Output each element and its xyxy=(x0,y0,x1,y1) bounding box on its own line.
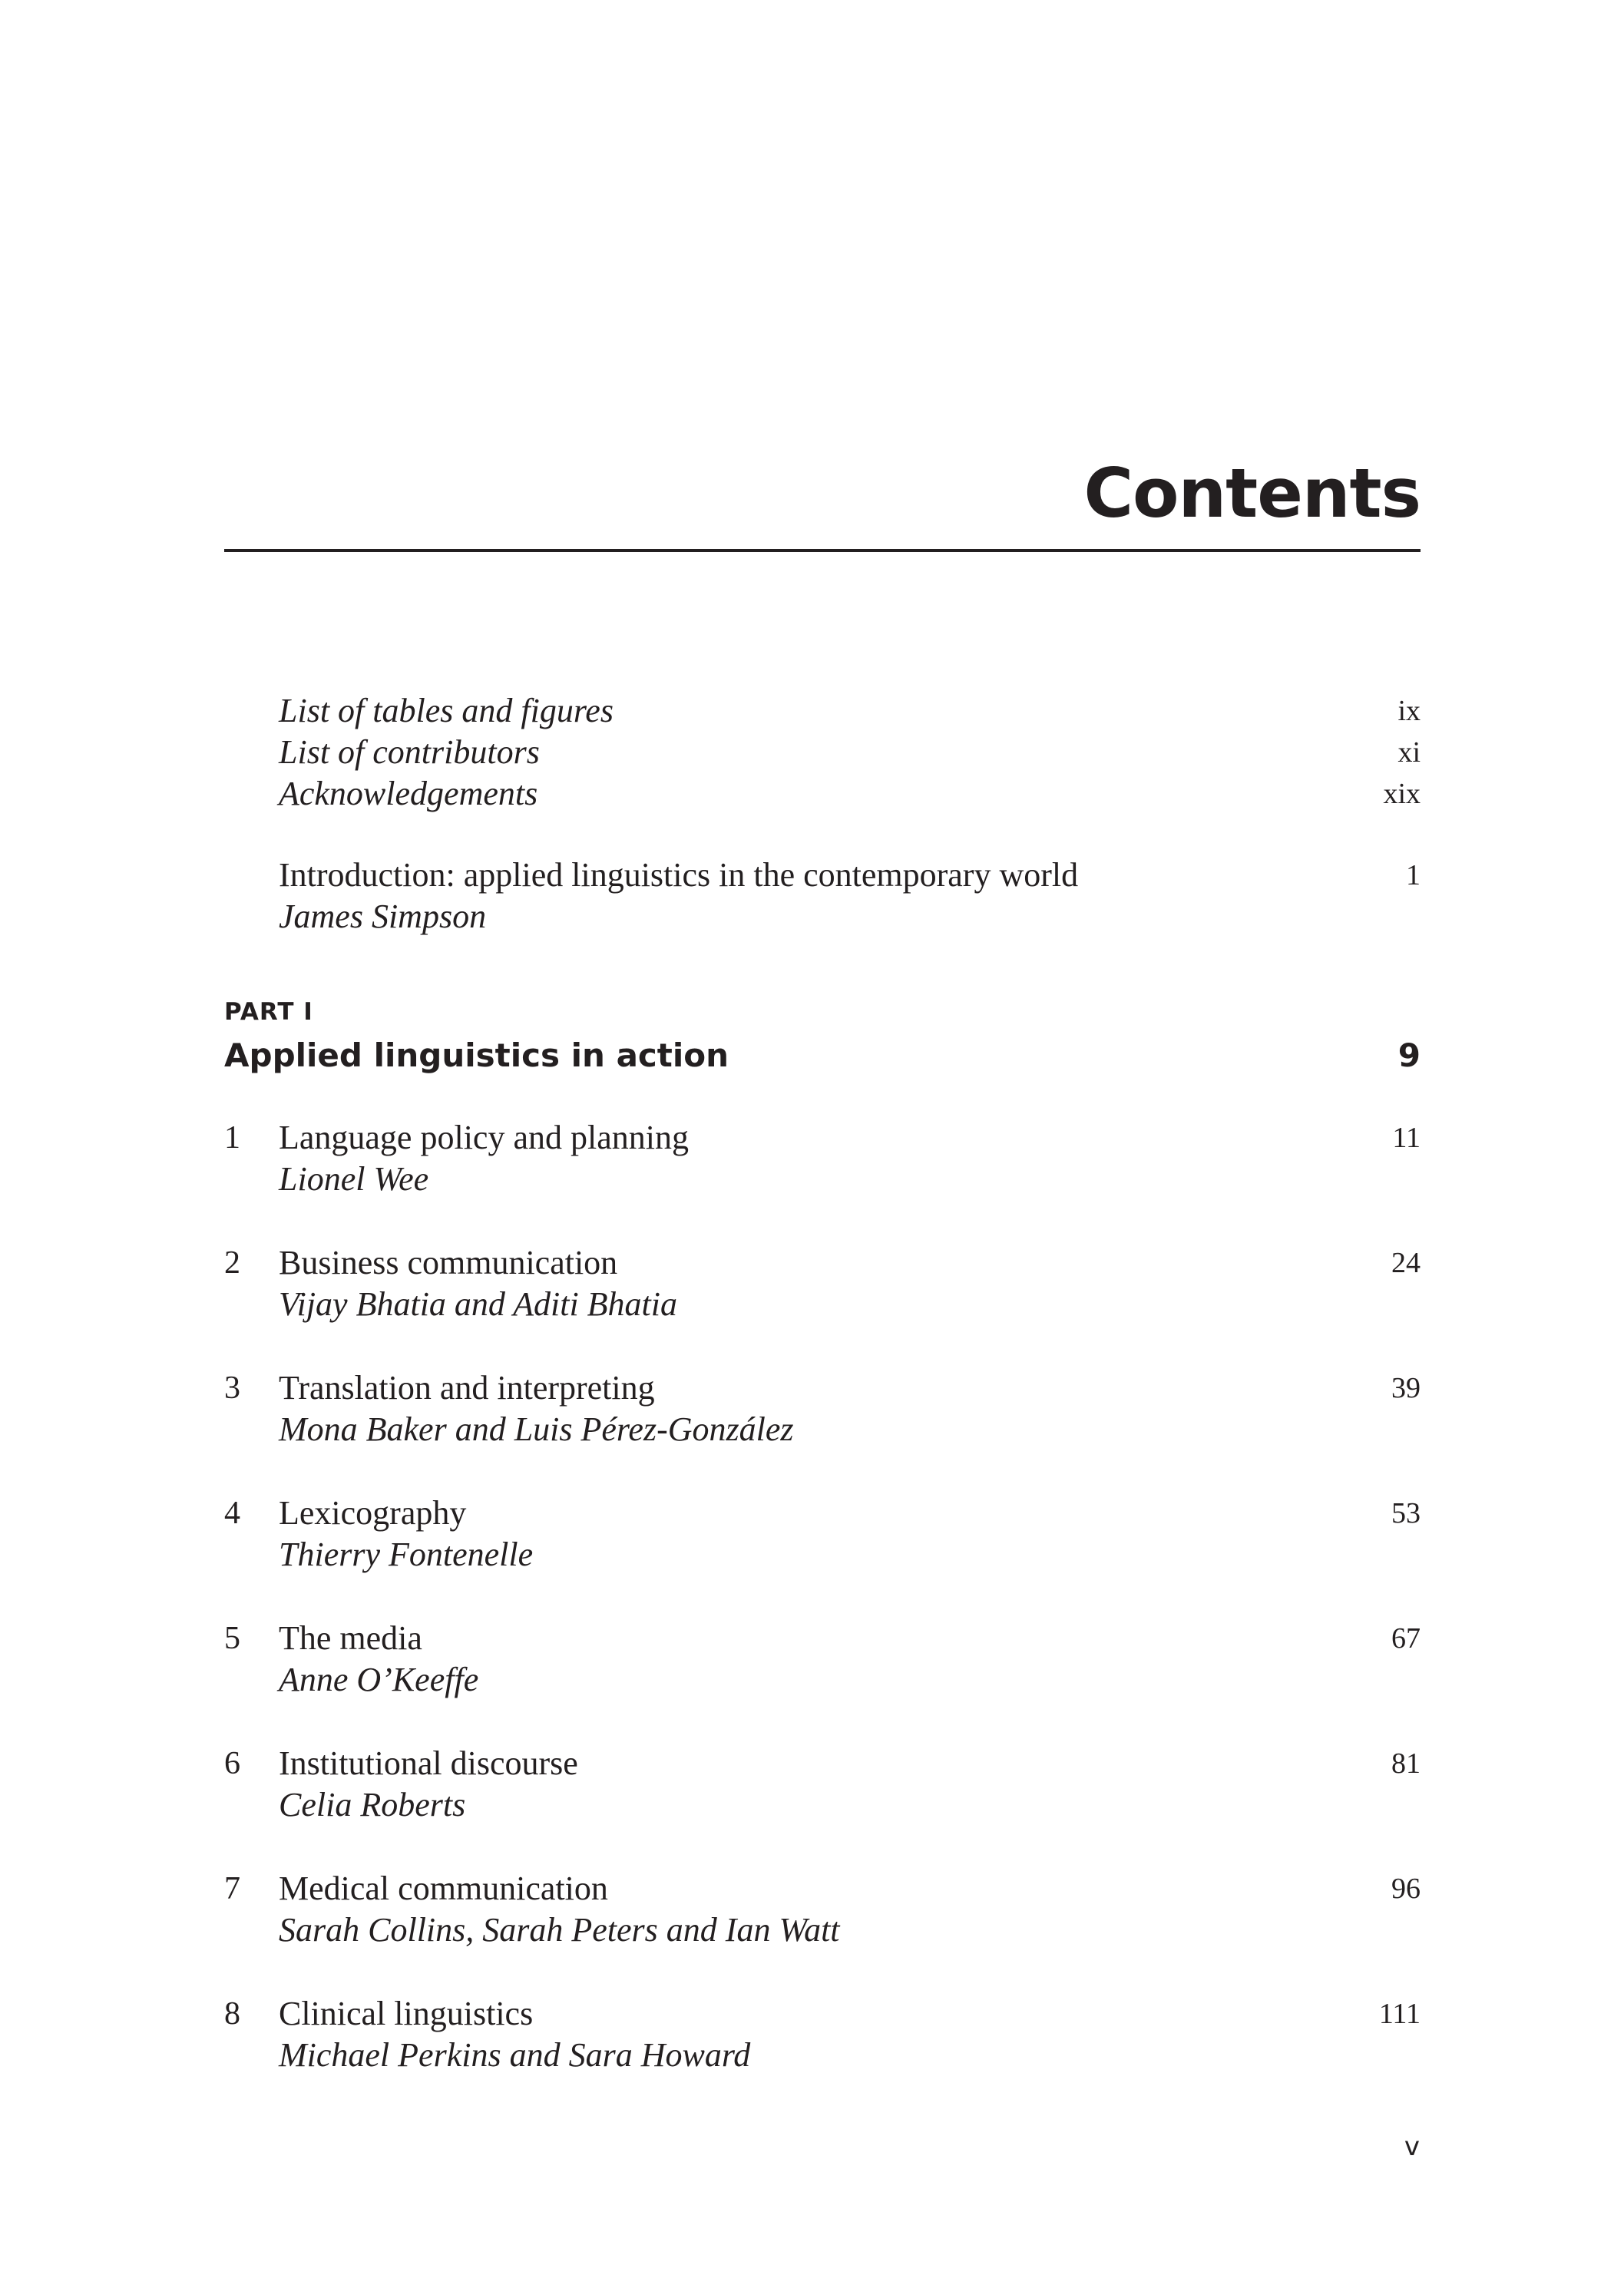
toc-entry-author-line xyxy=(224,1659,1421,1701)
chapter-author: Celia Roberts xyxy=(279,1786,466,1823)
toc-entry-page: xix xyxy=(1383,778,1421,810)
chapter-author: Anne O’Keeffe xyxy=(279,1661,479,1698)
chapter-page: 11 xyxy=(1392,1122,1421,1154)
toc-entry-page: 1 xyxy=(1406,859,1421,891)
chapter-title: Translation and interpreting xyxy=(279,1369,655,1407)
chapter-page: 96 xyxy=(1391,1873,1421,1905)
chapter-page: 39 xyxy=(1391,1372,1421,1404)
toc-entry-author-line xyxy=(224,1534,1421,1575)
toc-entry-author-line xyxy=(224,1284,1421,1325)
chapter-author: Sarah Collins, Sarah Peters and Ian Watt xyxy=(279,1911,840,1949)
chapter-title: Institutional discourse xyxy=(279,1744,578,1782)
chapter-page: 81 xyxy=(1391,1747,1421,1780)
toc-entry-author-line xyxy=(224,1409,1421,1450)
chapter-author: Vijay Bhatia and Aditi Bhatia xyxy=(279,1285,677,1323)
chapter-title: Clinical linguistics xyxy=(279,1995,534,2032)
part-title: Applied linguistics in action xyxy=(224,1037,729,1074)
chapter-title: Language policy and planning xyxy=(279,1119,689,1156)
chapter-page: 67 xyxy=(1391,1622,1421,1655)
toc-entry-introduction[interactable] xyxy=(224,855,1421,896)
chapter-title: Business communication xyxy=(279,1244,618,1281)
page-title: Contents xyxy=(1083,453,1421,533)
chapter-number: 1 xyxy=(224,1120,240,1156)
toc-entry-title: List of tables and figures xyxy=(279,692,614,729)
title-rule xyxy=(224,549,1421,552)
toc-entry-chapter[interactable] xyxy=(224,1117,1421,1159)
chapter-page: 53 xyxy=(1391,1497,1421,1529)
chapter-author: Thierry Fontenelle xyxy=(279,1536,534,1573)
toc-entry-author-line xyxy=(224,1784,1421,1826)
chapter-title: The media xyxy=(279,1619,422,1657)
chapter-page: 24 xyxy=(1391,1247,1421,1279)
part-heading[interactable] xyxy=(224,1033,1421,1079)
chapter-number: 3 xyxy=(224,1370,240,1406)
toc-entry-chapter[interactable] xyxy=(224,1993,1421,2035)
toc-entry-title: List of contributors xyxy=(279,733,540,771)
page-number: v xyxy=(1404,2131,1420,2162)
chapter-number: 2 xyxy=(224,1245,240,1281)
chapter-author: Michael Perkins and Sara Howard xyxy=(279,2036,751,2074)
chapter-author: Lionel Wee xyxy=(279,1160,429,1198)
part-page: 9 xyxy=(1397,1037,1421,1074)
chapter-number: 8 xyxy=(224,1996,240,2032)
toc-entry-chapter[interactable] xyxy=(224,1743,1421,1784)
toc-entry-chapter[interactable] xyxy=(224,1618,1421,1659)
part-label: PART I xyxy=(224,998,313,1026)
toc-entry-author-line xyxy=(224,1909,1421,1951)
toc-entry-title: Introduction: applied linguistics in the contemporary world xyxy=(279,856,1079,894)
chapter-number: 6 xyxy=(224,1746,240,1781)
toc-entry-chapter[interactable] xyxy=(224,1242,1421,1284)
chapter-number: 4 xyxy=(224,1496,240,1531)
chapter-title: Lexicography xyxy=(279,1494,467,1532)
toc-entry-chapter[interactable] xyxy=(224,1493,1421,1534)
chapter-number: 5 xyxy=(224,1621,240,1656)
toc-entry-chapter[interactable] xyxy=(224,1367,1421,1409)
chapter-author: Mona Baker and Luis Pérez-González xyxy=(279,1410,794,1448)
chapter-page: 111 xyxy=(1378,1998,1421,2030)
chapter-number: 7 xyxy=(224,1871,240,1906)
toc-entry-author-line xyxy=(224,896,1421,937)
toc-entry-front-matter[interactable] xyxy=(224,773,1421,815)
chapter-title: Medical communication xyxy=(279,1870,608,1907)
toc-entry-page: ix xyxy=(1397,695,1421,727)
toc-entry-author-line xyxy=(224,1159,1421,1200)
toc-entry-title: Acknowledgements xyxy=(279,775,538,812)
toc-entry-author-line xyxy=(224,2035,1421,2076)
toc-entry-front-matter[interactable] xyxy=(224,690,1421,732)
toc-entry-page: xi xyxy=(1397,736,1421,769)
toc-entry-front-matter[interactable] xyxy=(224,732,1421,773)
toc-entry-chapter[interactable] xyxy=(224,1868,1421,1909)
toc-entry-author: James Simpson xyxy=(279,898,487,935)
